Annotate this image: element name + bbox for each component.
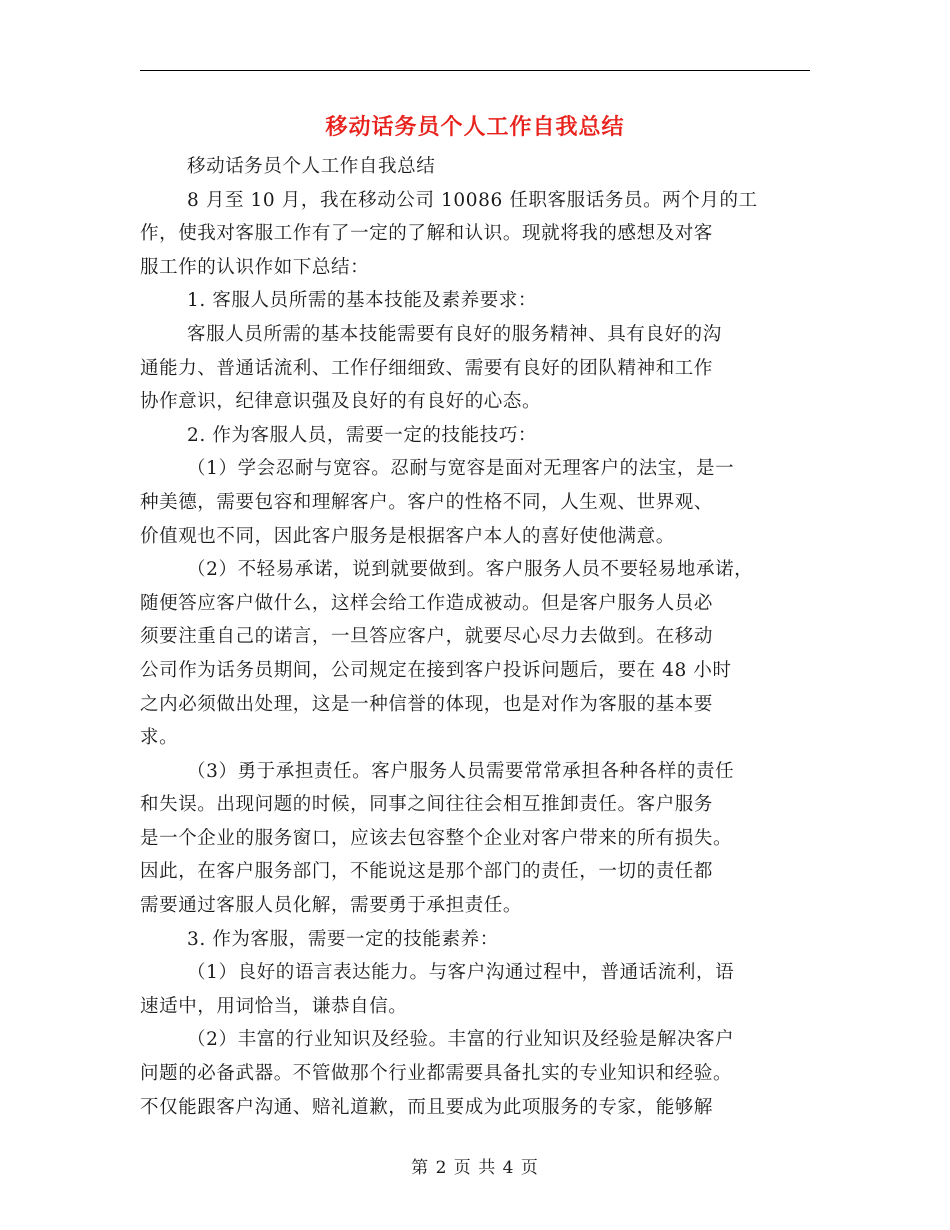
- document-body: [140, 150, 810, 1124]
- body-line: （1）学会忍耐与宽容。忍耐与宽容是面对无理客户的法宝，是一: [187, 458, 735, 480]
- body-line: 因此，在客户服务部门，不能说这是那个部门的责任，一切的责任都: [140, 861, 714, 883]
- body-line: 是一个企业的服务窗口，应该去包容整个企业对客户带来的所有损失。: [140, 827, 733, 849]
- body-line: 和失误。出现问题的时候，同事之间往往会相互推卸责任。客户服务: [140, 794, 714, 816]
- body-line: 随便答应客户做什么，这样会给工作造成被动。但是客户服务人员必: [140, 592, 714, 614]
- body-line: 服工作的认识作如下总结：: [140, 256, 370, 278]
- body-line: （2）不轻易承诺，说到就要做到。客户服务人员不要轻易地承诺，: [187, 559, 754, 581]
- body-line: 通能力、普通话流利、工作仔细细致、需要有良好的团队精神和工作: [140, 357, 714, 379]
- body-line: 不仅能跟客户沟通、赔礼道歉，而且要成为此项服务的专家，能够解: [140, 1096, 714, 1118]
- body-line: 协作意识，纪律意识强及良好的有良好的心态。: [140, 391, 542, 413]
- body-line: （1）良好的语言表达能力。与客户沟通过程中，普通话流利，语: [187, 962, 735, 984]
- body-line: 3. 作为客服，需要一定的技能素养：: [187, 928, 499, 950]
- body-line: 价值观也不同，因此客户服务是根据客户本人的喜好使他满意。: [140, 525, 675, 547]
- body-line: 种美德，需要包容和理解客户。客户的性格不同，人生观、世界观、: [140, 491, 714, 513]
- body-line: 速适中，用词恰当，谦恭自信。: [140, 995, 408, 1017]
- body-line: 公司作为话务员期间，公司规定在接到客户投诉问题后，要在 48 小时: [140, 659, 732, 681]
- page-number: 第 2 页 共 4 页: [411, 1158, 539, 1178]
- body-line: 须要注重自己的诺言，一旦答应客户，就要尽心尽力去做到。在移动: [140, 626, 714, 648]
- body-line: 客服人员所需的基本技能需要有良好的服务精神、具有良好的沟: [187, 323, 722, 345]
- document-title: 移动话务员个人工作自我总结: [325, 114, 625, 140]
- body-line: 移动话务员个人工作自我总结: [187, 156, 436, 177]
- body-line: 作，使我对客服工作有了一定的了解和认识。现就将我的感想及对客: [140, 223, 714, 245]
- body-line: 2. 作为客服人员，需要一定的技能技巧：: [187, 424, 538, 446]
- body-line: （3）勇于承担责任。客户服务人员需要常常承担各种各样的责任: [187, 760, 735, 782]
- header-rule: [140, 70, 810, 71]
- body-line: 需要通过客服人员化解，需要勇于承担责任。: [140, 895, 523, 917]
- body-line: 8 月至 10 月，我在移动公司 10086 任职客服话务员。两个月的工: [187, 189, 758, 211]
- body-line: （2）丰富的行业知识及经验。丰富的行业知识及经验是解决客户: [187, 1029, 735, 1051]
- body-line: 之内必须做出处理，这是一种信誉的体现，也是对作为客服的基本要: [140, 693, 714, 715]
- body-line: 1. 客服人员所需的基本技能及素养要求：: [187, 290, 538, 312]
- body-line: 问题的必备武器。不管做那个行业都需要具备扎实的专业知识和经验。: [140, 1063, 733, 1085]
- body-line: 求。: [140, 727, 179, 749]
